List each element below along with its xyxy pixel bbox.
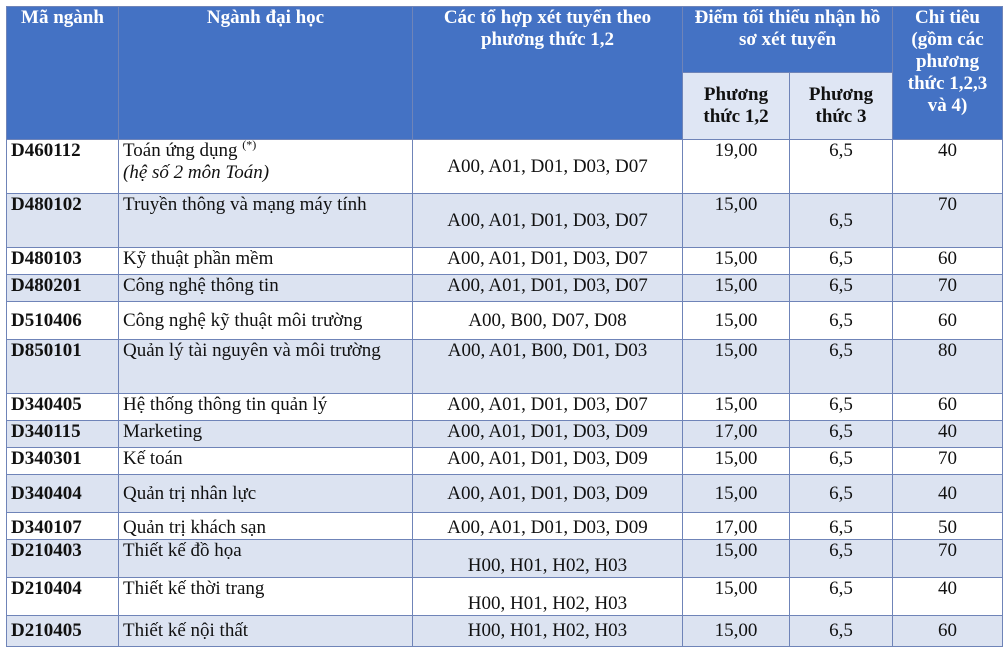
admission-table	[6, 6, 1003, 647]
min-score-method-3: 6,5	[790, 275, 893, 302]
min-score-method-12: 15,00	[683, 475, 790, 513]
min-score-method-12: 17,00	[683, 513, 790, 540]
table-row	[7, 275, 1003, 302]
major-code: D510406	[7, 302, 119, 340]
major-name: Marketing	[119, 421, 413, 448]
major-code: D340115	[7, 421, 119, 448]
major-name: Kỹ thuật phần mềm	[119, 248, 413, 275]
major-code: D480201	[7, 275, 119, 302]
major-name: Truyền thông và mạng máy tính	[119, 194, 413, 248]
major-code: D210403	[7, 540, 119, 578]
major-code: D210404	[7, 578, 119, 616]
header-combos: Các tổ hợp xét tuyển theo phương thức 1,2	[413, 7, 683, 140]
major-name: Thiết kế thời trang	[119, 578, 413, 616]
major-code: D340301	[7, 448, 119, 475]
min-score-method-3: 6,5	[790, 248, 893, 275]
min-score-method-12: 15,00	[683, 616, 790, 647]
combos: H00, H01, H02, H03	[413, 578, 683, 616]
major-name: Hệ thống thông tin quản lý	[119, 394, 413, 421]
min-score-method-12: 15,00	[683, 340, 790, 394]
major-code: D460112	[7, 140, 119, 194]
min-score-method-12: 19,00	[683, 140, 790, 194]
table-row	[7, 302, 1003, 340]
quota: 40	[893, 140, 1003, 194]
table-row	[7, 421, 1003, 448]
min-score-method-12: 15,00	[683, 275, 790, 302]
table-row	[7, 540, 1003, 578]
major-note: (hệ số 2 môn Toán)	[123, 162, 270, 183]
combos: A00, A01, D01, D03, D09	[413, 475, 683, 513]
quota: 40	[893, 475, 1003, 513]
table-row	[7, 248, 1003, 275]
min-score-method-3: 6,5	[790, 448, 893, 475]
min-score-method-3: 6,5	[790, 540, 893, 578]
major-name	[119, 137, 413, 194]
quota: 70	[893, 540, 1003, 578]
major-name: Quản trị khách sạn	[119, 513, 413, 540]
combos: A00, A01, D01, D03, D09	[413, 448, 683, 475]
quota: 80	[893, 340, 1003, 394]
combos: A00, A01, D01, D03, D09	[413, 421, 683, 448]
table-row	[7, 448, 1003, 475]
min-score-method-12: 15,00	[683, 302, 790, 340]
min-score-method-12: 17,00	[683, 421, 790, 448]
quota: 60	[893, 616, 1003, 647]
min-score-method-3: 6,5	[790, 475, 893, 513]
table-row	[7, 513, 1003, 540]
combos: A00, B00, D07, D08	[413, 302, 683, 340]
min-score-method-3: 6,5	[790, 302, 893, 340]
major-code: D210405	[7, 616, 119, 647]
min-score-method-3: 6,5	[790, 421, 893, 448]
min-score-method-12: 15,00	[683, 578, 790, 616]
quota: 50	[893, 513, 1003, 540]
combos: H00, H01, H02, H03	[413, 540, 683, 578]
major-code: D340404	[7, 475, 119, 513]
min-score-method-3: 6,5	[790, 578, 893, 616]
min-score-method-3: 6,5	[790, 394, 893, 421]
min-score-method-3: 6,5	[790, 513, 893, 540]
min-score-method-12: 15,00	[683, 248, 790, 275]
table-row	[7, 394, 1003, 421]
table-row	[7, 340, 1003, 394]
min-score-method-12: 15,00	[683, 194, 790, 248]
quota: 40	[893, 578, 1003, 616]
combos: A00, A01, D01, D03, D07	[413, 194, 683, 248]
major-name-text: Toán ứng dụng	[123, 140, 238, 161]
min-score-method-12: 15,00	[683, 448, 790, 475]
footnote-mark: (*)	[242, 137, 257, 152]
header-major: Ngành đại học	[119, 7, 413, 140]
min-score-method-3: 6,5	[790, 616, 893, 647]
major-code: D850101	[7, 340, 119, 394]
major-code: D340405	[7, 394, 119, 421]
major-name: Thiết kế đồ họa	[119, 540, 413, 578]
major-name: Công nghệ kỹ thuật môi trường	[119, 302, 413, 340]
header-min-score: Điểm tối thiểu nhận hồ sơ xét tuyển	[683, 7, 893, 73]
quota: 70	[893, 275, 1003, 302]
major-name: Kế toán	[119, 448, 413, 475]
major-name: Quản lý tài nguyên và môi trường	[119, 340, 413, 394]
quota: 60	[893, 248, 1003, 275]
combos: A00, A01, B00, D01, D03	[413, 340, 683, 394]
min-score-method-3: 6,5	[790, 140, 893, 194]
major-name: Quản trị nhân lực	[119, 475, 413, 513]
combos: A00, A01, D01, D03, D09	[413, 513, 683, 540]
major-name: Thiết kế nội thất	[119, 616, 413, 647]
major-name: Công nghệ thông tin	[119, 275, 413, 302]
quota: 60	[893, 394, 1003, 421]
header-quota: Chỉ tiêu (gồm các phương thức 1,2,3 và 4)	[893, 7, 1003, 140]
table-row	[7, 140, 1003, 194]
table-row	[7, 578, 1003, 616]
major-code: D480102	[7, 194, 119, 248]
min-score-method-3: 6,5	[790, 340, 893, 394]
combos: A00, A01, D01, D03, D07	[413, 275, 683, 302]
quota: 70	[893, 448, 1003, 475]
min-score-method-12: 15,00	[683, 540, 790, 578]
table-row	[7, 194, 1003, 248]
min-score-method-3: 6,5	[790, 194, 893, 248]
table-row	[7, 616, 1003, 647]
quota: 40	[893, 421, 1003, 448]
table-row	[7, 475, 1003, 513]
header-method-12: Phương thức 1,2	[683, 73, 790, 140]
major-code: D340107	[7, 513, 119, 540]
min-score-method-12: 15,00	[683, 394, 790, 421]
major-code: D480103	[7, 248, 119, 275]
combos: H00, H01, H02, H03	[413, 616, 683, 647]
combos: A00, A01, D01, D03, D07	[413, 394, 683, 421]
quota: 60	[893, 302, 1003, 340]
combos: A00, A01, D01, D03, D07	[413, 248, 683, 275]
header-code: Mã ngành	[7, 7, 119, 140]
header-method-3: Phương thức 3	[790, 73, 893, 140]
combos: A00, A01, D01, D03, D07	[413, 140, 683, 194]
quota: 70	[893, 194, 1003, 248]
